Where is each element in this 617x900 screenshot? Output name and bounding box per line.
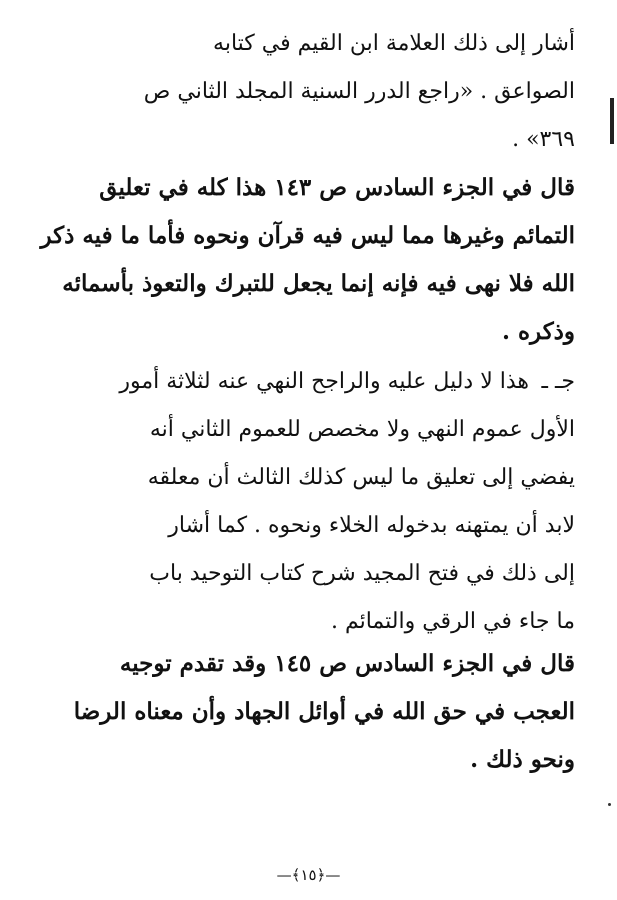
paragraph-1 <box>65 20 575 164</box>
text-line: الله فلا نهى فيه فإنه إنما يجعل للتبرك والتعوذ بأسمائه <box>62 270 575 297</box>
text-line: الأول عموم النهي ولا مخصص للعموم الثاني أنه <box>149 417 575 442</box>
answer-label: جـ ـ <box>541 369 575 394</box>
text-line: لابد أن يمتهنه بدخوله الخلاء ونحوه . كما أشار <box>168 513 575 538</box>
text-line: الصواعق . «راجع الدرر السنية المجلد الثاني ص <box>143 79 575 104</box>
text-line: أشار إلى ذلك العلامة ابن القيم في كتابه <box>213 31 575 56</box>
text-line: إلى ذلك في فتح المجيد شرح كتاب التوحيد باب <box>149 561 575 586</box>
paragraph-2 <box>35 164 575 356</box>
answer-body <box>70 358 575 646</box>
text-line: العجب في حق الله في أوائل الجهاد وأن معناه الرضا <box>73 698 575 725</box>
text-line: التمائم وغيرها مما ليس فيه قرآن ونحوه فأما ما فيه ذكر <box>40 222 575 249</box>
paragraph-4 <box>35 640 575 784</box>
text-line: هذا لا دليل عليه والراجح النهي عنه لثلاثة أمور <box>119 369 529 394</box>
scan-speck <box>608 803 611 806</box>
page-number: —﴿١٥﴾— <box>276 866 341 884</box>
text-line: قال في الجزء السادس ص ١٤٣ هذا كله في تعليق <box>99 174 575 201</box>
text-line: يفضي إلى تعليق ما ليس كذلك الثالث أن معلقه <box>147 465 575 490</box>
text-line: وذكره . <box>501 318 575 345</box>
text-line: ونحو ذلك . <box>470 746 575 773</box>
scan-edge-mark <box>610 98 614 144</box>
text-line: ٣٦٩» . <box>512 127 575 152</box>
text-line: قال في الجزء السادس ص ١٤٥ وقد تقدم توجيه <box>119 650 575 677</box>
text-line: ما جاء في الرقي والتمائم . <box>330 609 575 634</box>
